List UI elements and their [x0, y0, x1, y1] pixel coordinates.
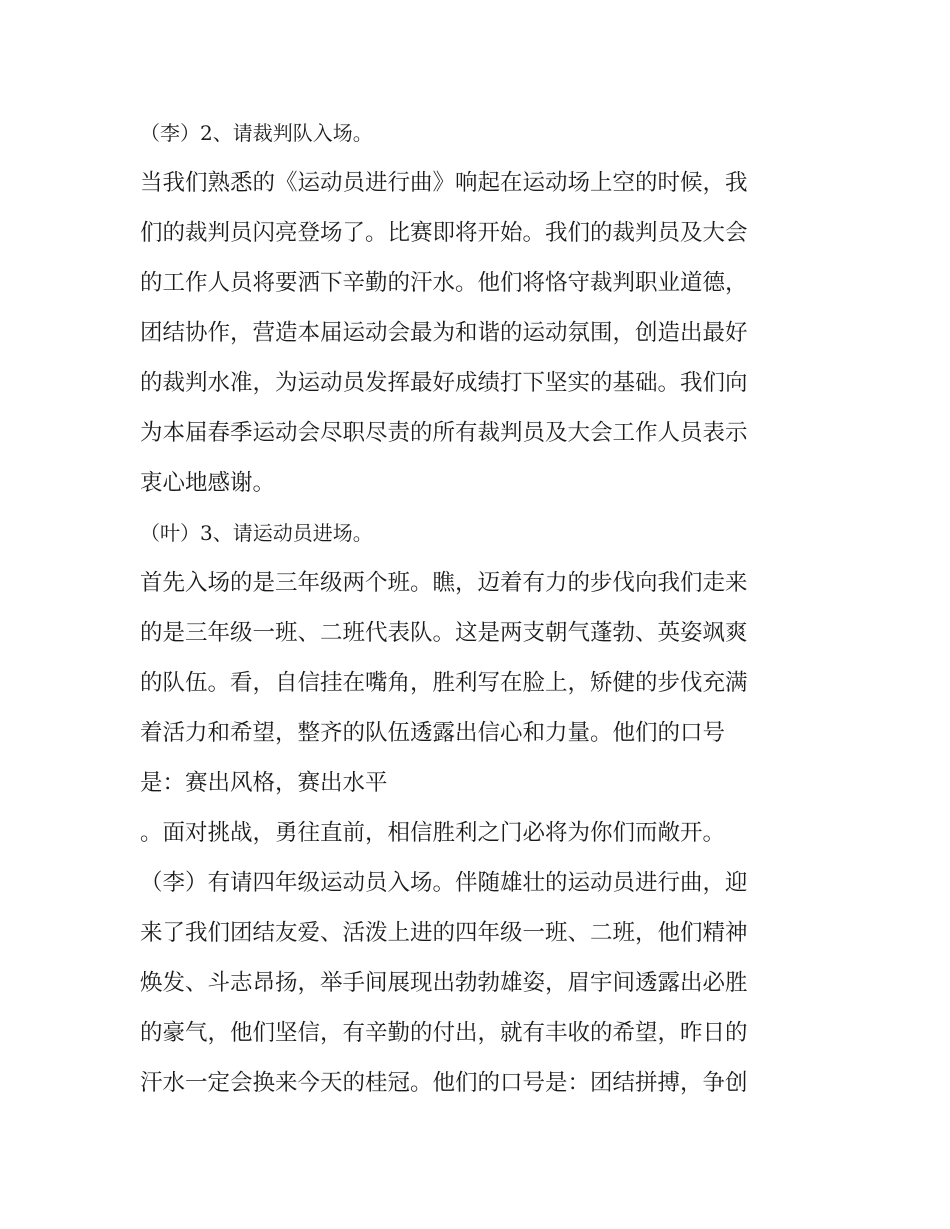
paragraph-line: 是：赛出风格，赛出水平: [140, 770, 388, 796]
paragraph-line: 的豪气，他们坚信，有辛勤的付出，就有丰收的希望，昨日的: [140, 1020, 748, 1046]
paragraph-line: 首先入场的是三年级两个班。瞧，迈着有力的步伐向我们走来: [140, 570, 748, 596]
paragraph-line: （李）有请四年级运动员入场。伴随雄壮的运动员进行曲，迎: [140, 870, 748, 896]
paragraph-line: 的裁判水准，为运动员发挥最好成绩打下坚实的基础。我们向: [140, 370, 748, 396]
paragraph-line: 焕发、斗志昂扬，举手间展现出勃勃雄姿，眉宇间透露出必胜: [140, 970, 748, 996]
paragraph-line: 的工作人员将要洒下辛勤的汗水。他们将恪守裁判职业道德，: [140, 270, 748, 296]
paragraph-line: 衷心地感谢。: [140, 470, 276, 496]
paragraph-line: 来了我们团结友爱、活泼上进的四年级一班、二班，他们精神: [140, 920, 748, 946]
document-body: [140, 108, 820, 1108]
paragraph-line: 的是三年级一班、二班代表队。这是两支朝气蓬勃、英姿飒爽: [140, 620, 748, 646]
paragraph-line: 汗水一定会换来今天的桂冠。他们的口号是：团结拼搏，争创: [140, 1070, 748, 1096]
section-heading-referees: （李）2、请裁判队入场。: [140, 121, 373, 145]
paragraph-line: 着活力和希望，整齐的队伍透露出信心和力量。他们的口号: [140, 720, 726, 746]
paragraph-line: 为本届春季运动会尽职尽责的所有裁判员及大会工作人员表示: [140, 420, 748, 446]
paragraph-line: 当我们熟悉的《运动员进行曲》响起在运动场上空的时候，我: [140, 170, 748, 196]
paragraph-line: 团结协作，营造本届运动会最为和谐的运动氛围，创造出最好: [140, 320, 748, 346]
paragraph-line: 们的裁判员闪亮登场了。比赛即将开始。我们的裁判员及大会: [140, 220, 748, 246]
paragraph-line: 的队伍。看，自信挂在嘴角，胜利写在脸上，矫健的步伐充满: [140, 670, 748, 696]
paragraph-line: 。面对挑战，勇往直前，相信胜利之门必将为你们而敞开。: [140, 820, 726, 846]
section-heading-athletes: （叶）3、请运动员进场。: [140, 521, 373, 545]
